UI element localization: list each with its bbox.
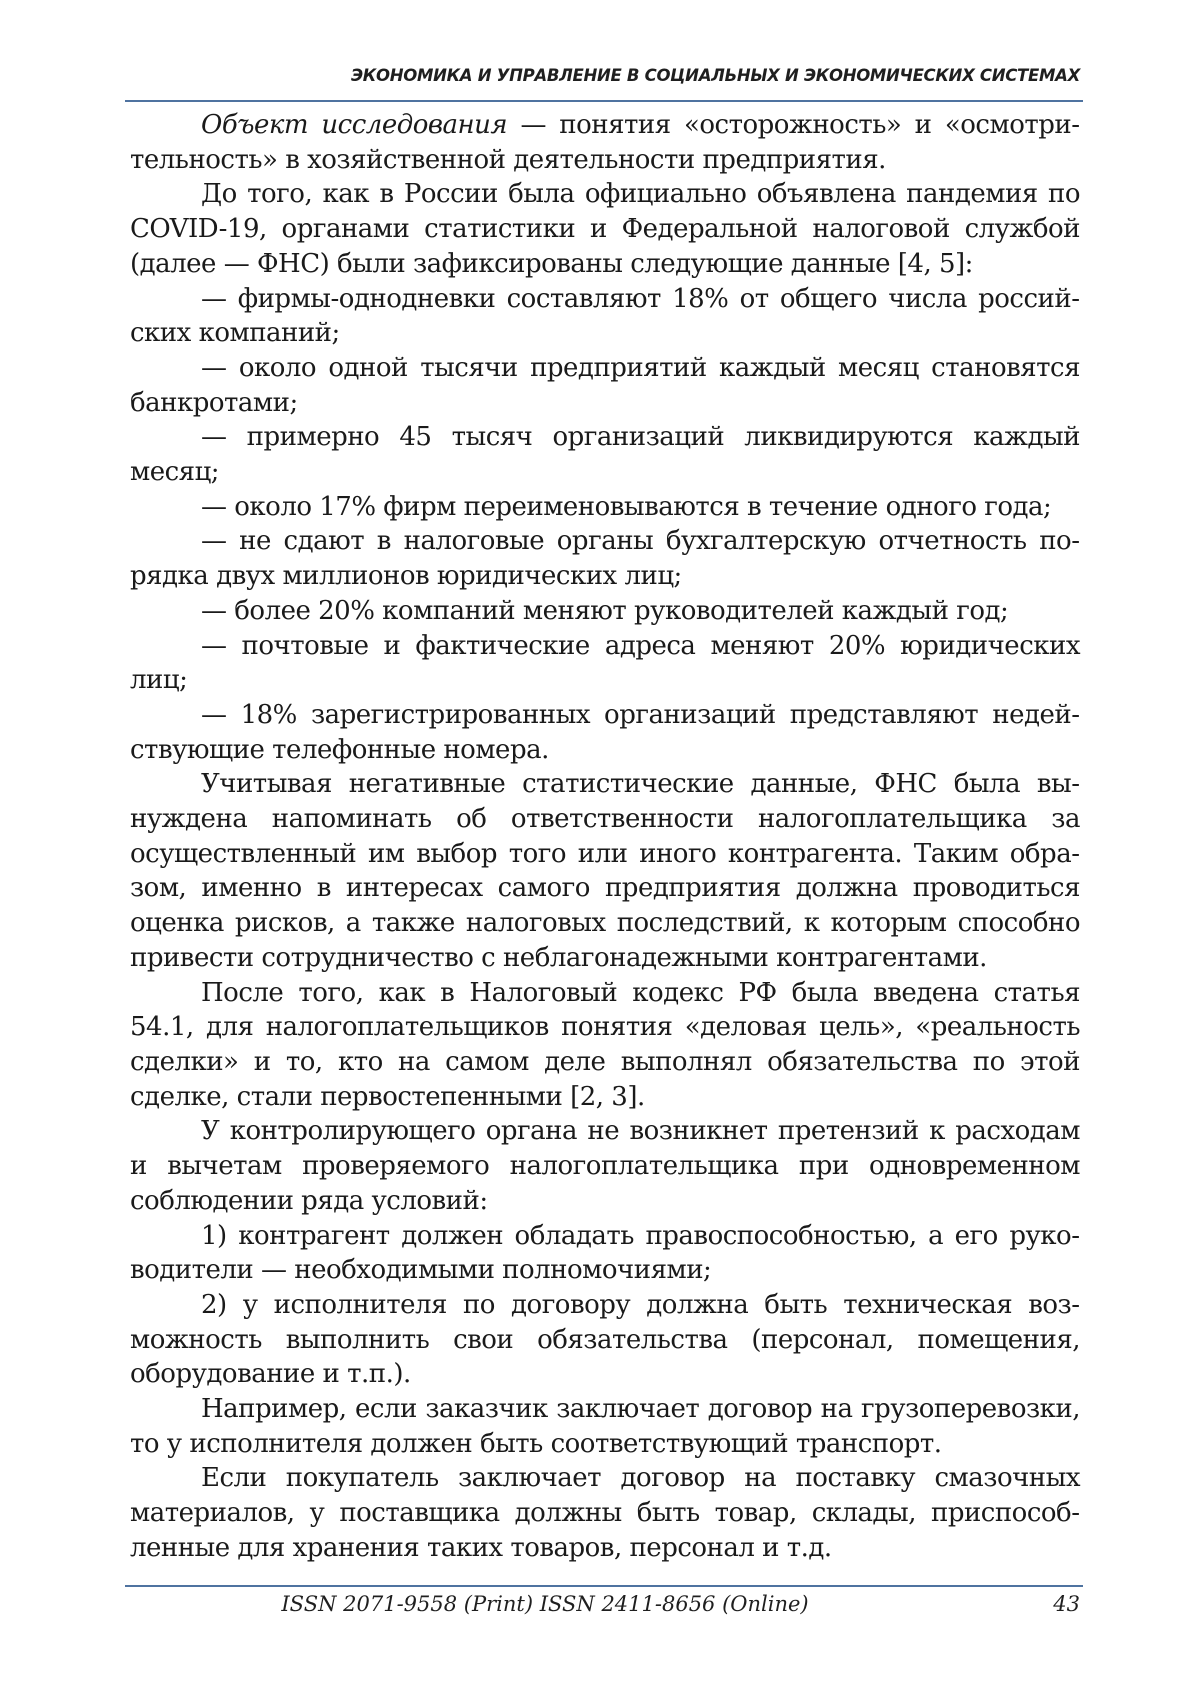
paragraph-example-transport: Например, если заказчик заключает договор на грузоперевозки, то у исполнителя должен быть соответствующий транспорт. bbox=[130, 1394, 1080, 1459]
research-object-lead: Объект исследования bbox=[201, 110, 508, 140]
list-item: — около одной тысячи предприятий каждый месяц становятся банкротами; bbox=[130, 352, 1080, 418]
paragraph-pre-pandemic-data: До того, как в России была официально объявлена пандемия по COVID-19, органами статистики и Федеральной налоговой службой (далее — ФНС) были зафиксированы следующие данные [4, 5]: bbox=[130, 179, 1080, 279]
list-item: — около 17% фирм переименовываются в течение одного года; bbox=[201, 491, 1052, 522]
header-divider bbox=[125, 100, 1083, 102]
list-item: — фирмы-однодневки составляют 18% от общего числа российских компаний; bbox=[130, 283, 1080, 349]
paragraph-tax-code: После того, как в Налоговый кодекс РФ была введена статья 54.1, для налогоплательщиков понятия «деловая цель», «реальность сделки» и то, кто на самом деле выполнял обязательства по этой сделке, стали первостепенными [2, 3]. bbox=[130, 977, 1080, 1112]
list-item: — не сдают в налоговые органы бухгалтерскую отчетность порядка двух миллионов юридических лиц; bbox=[130, 526, 1080, 592]
list-item: — более 20% компаний меняют руководителей каждый год; bbox=[201, 595, 1009, 626]
footer-divider bbox=[125, 1585, 1083, 1587]
paragraph-fns-warning: Учитывая негативные статистические данные, ФНС была вынуждена напоминать об ответственности налогоплательщика за осуществленный им выбор того или иного контрагента. Таким образом, именно в интересах самого предприятия должна проводиться оценка рисков, а также налоговых последствий, к которым способно привести сотрудничество с неблагонадежными контрагентами. bbox=[130, 769, 1080, 973]
research-object-text: — понятия «осторожность» и «осмотрительность» в хозяйственной деятельности предприятия. bbox=[130, 110, 1080, 175]
paragraph-research-object bbox=[130, 108, 1080, 177]
paragraph-conditions-intro: У контролирующего органа не возникнет претензий к расходам и вычетам проверяемого налогоплательщика при одновременном соблюдении ряда условий: bbox=[130, 1116, 1080, 1216]
paragraph-example-lubricants: Если покупатель заключает договор на поставку смазочных материалов, у поставщика должны быть товар, склады, приспособленные для хранения таких товаров, персонал и т.д. bbox=[130, 1463, 1080, 1563]
list-item: — почтовые и фактические адреса меняют 20% юридических лиц; bbox=[130, 630, 1080, 696]
list-item: — примерно 45 тысяч организаций ликвидируются каждый месяц; bbox=[130, 422, 1080, 488]
page-number: 43 bbox=[1053, 1592, 1080, 1616]
journal-section-title: ЭКОНОМИКА И УПРАВЛЕНИЕ В СОЦИАЛЬНЫХ И ЭКОНОМИЧЕСКИХ СИСТЕМАХ bbox=[351, 66, 1080, 85]
condition-item: 2) у исполнителя по договору должна быть техническая возможность выполнить свои обязательства (персонал, помещения, оборудование и т.п.). bbox=[130, 1289, 1080, 1390]
article-body bbox=[130, 108, 1080, 1578]
list-item: — 18% зарегистрированных организаций представляют недействующие телефонные номера. bbox=[130, 699, 1080, 765]
condition-item: 1) контрагент должен обладать правоспособностью, а его руководители — необходимыми полномочиями; bbox=[130, 1220, 1080, 1286]
footer-issn: ISSN 2071-9558 (Print) ISSN 2411-8656 (Online) bbox=[281, 1592, 809, 1616]
